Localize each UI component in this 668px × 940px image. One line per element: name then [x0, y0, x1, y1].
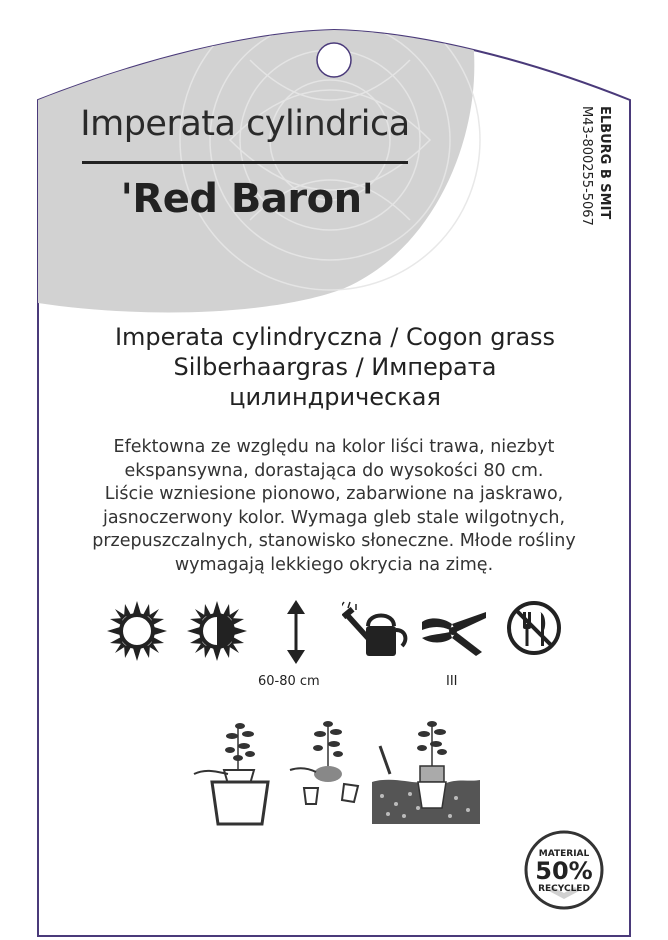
- latin-name: Imperata cylindrica: [80, 104, 410, 144]
- side-text: [574, 106, 614, 246]
- brand-name: ELBURG B SMIT: [597, 106, 612, 220]
- height-arrow-icon: [283, 600, 309, 664]
- cultivar-name: 'Red Baron': [120, 176, 374, 222]
- common-names: [60, 322, 610, 412]
- planting-step-2-icon: [286, 712, 376, 827]
- description-line: ekspansywna, dorastająca do wysokości 80 cm.: [124, 460, 544, 481]
- watering-can-icon: [342, 600, 410, 660]
- description-line: Liście wzniesione pionowo, zabarwione na jaskrawo,: [104, 484, 564, 504]
- no-eat-icon: [506, 600, 562, 656]
- description-line: jasnoczerwony kolor. Wymaga gleb stale wilgotnych,: [102, 507, 566, 528]
- recycle-line-3: RECYCLED: [538, 884, 590, 894]
- half-sun-icon: [186, 600, 248, 662]
- common-name-line: Silberhaargras / Императа: [173, 353, 497, 381]
- title-divider: [82, 161, 408, 164]
- planting-step-3-icon: [372, 712, 482, 827]
- pruning-caption: III: [446, 674, 458, 689]
- care-icons: [0, 600, 668, 670]
- common-name-line: Imperata cylindryczna / Cogon grass: [114, 323, 556, 351]
- height-caption: 60-80 cm: [258, 674, 320, 689]
- pruning-shears-icon: [420, 600, 488, 660]
- description: [76, 436, 592, 577]
- product-code: M43-800255-5067: [579, 106, 594, 226]
- sun-icon: [106, 600, 168, 662]
- recycle-line-2: 50%: [535, 857, 593, 885]
- recycle-badge: [519, 829, 609, 915]
- planting-step-1-icon: [188, 712, 278, 827]
- description-line: Efektowna ze względu na kolor liści trawa, niezbyt: [113, 437, 555, 457]
- description-line: wymagają lekkiego okrycia na zimę.: [174, 554, 494, 575]
- recycle-line-1: MATERIAL: [538, 849, 590, 859]
- description-line: przepuszczalnych, stanowisko słoneczne. Młode rośliny: [92, 531, 576, 551]
- common-name-line: цилиндрическая: [229, 383, 441, 411]
